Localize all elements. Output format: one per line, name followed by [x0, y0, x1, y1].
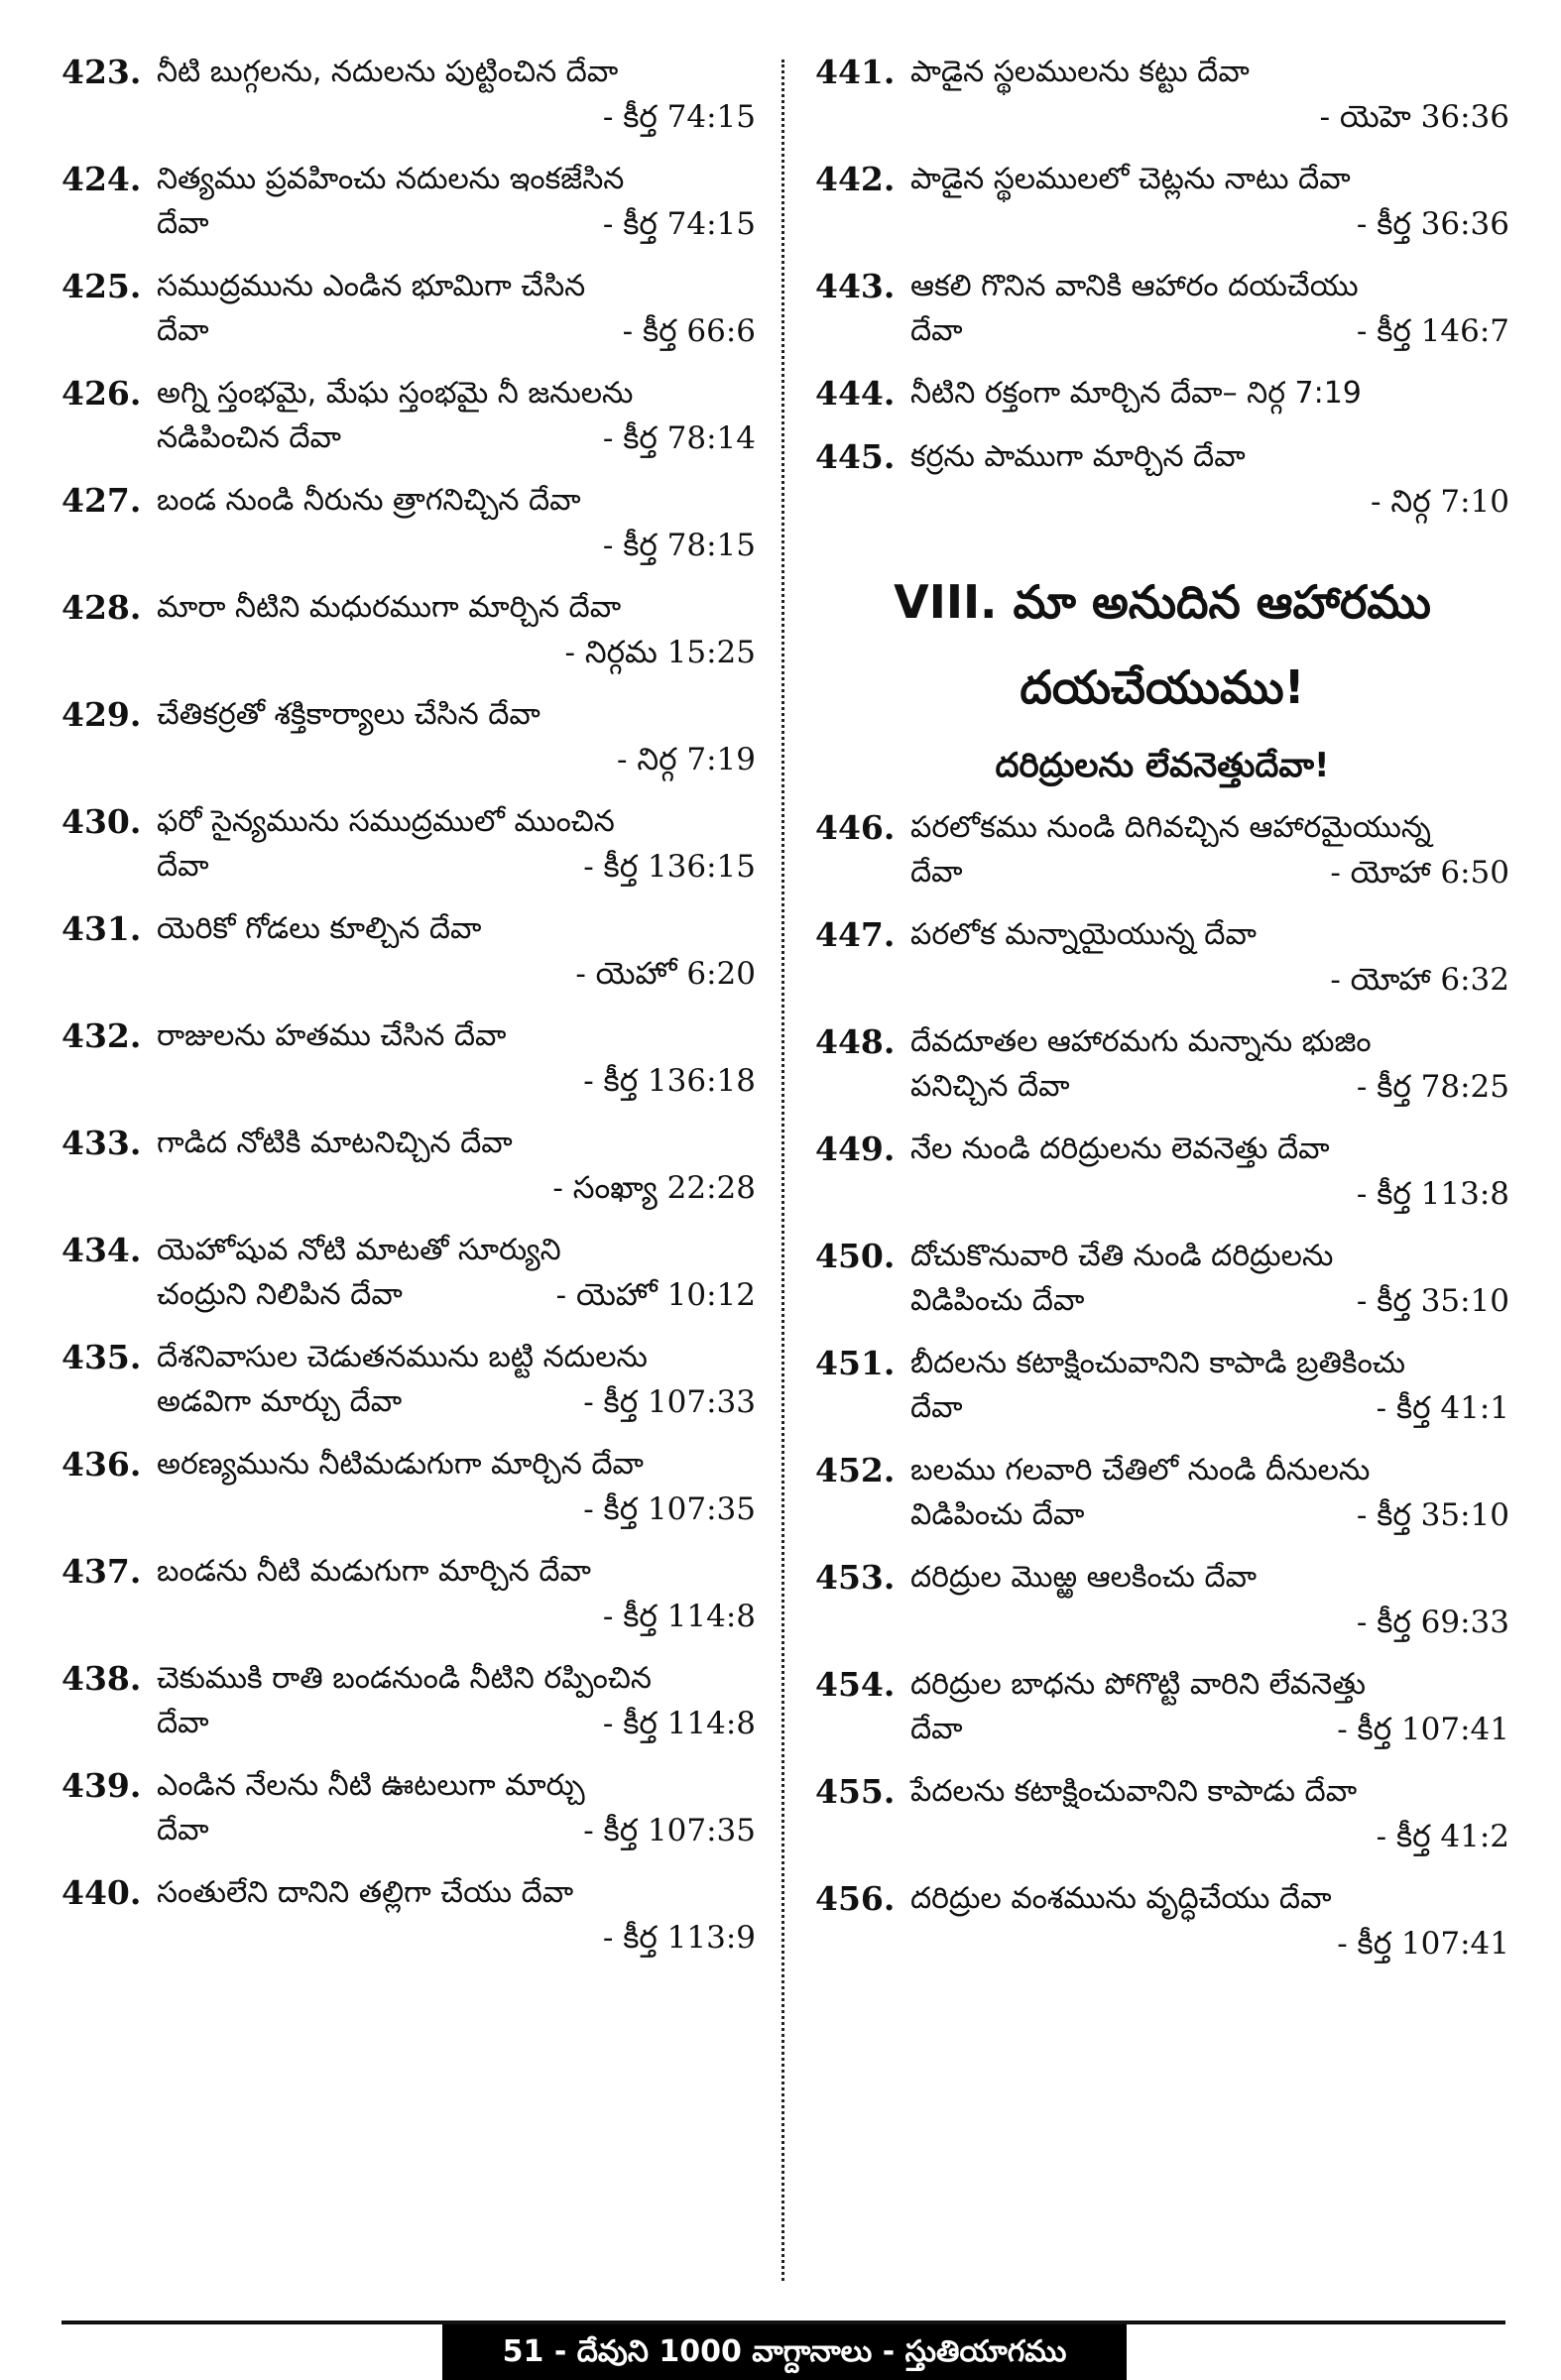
entry-ref-line: [61, 1273, 756, 1317]
entry-number: 455.: [815, 1772, 896, 1811]
verse-entry: [61, 1870, 756, 1960]
entry-line: [815, 264, 1509, 309]
verse-entry: [61, 157, 756, 246]
entry-text: చేతికర్రతో శక్తికార్యాలు చేసిన దేవా: [157, 697, 540, 732]
entry-ref-line: [815, 202, 1509, 246]
verse-entry: [61, 478, 756, 567]
entry-text: చెకుముకి రాతి బండనుండి నీటిని రప్పించిన: [157, 1661, 652, 1696]
verse-entry: [815, 371, 1509, 416]
entry-line: [61, 1549, 756, 1595]
verse-entry: [61, 1228, 756, 1317]
entry-reference: - కీర్త 107:41: [1337, 1712, 1509, 1747]
entry-number: 438.: [61, 1659, 142, 1698]
entry-line: [815, 157, 1509, 202]
verse-entry: [815, 434, 1509, 524]
entry-text: పాడైన స్థలములను కట్టు దేవా: [910, 55, 1250, 89]
entry-text: గాడిద నోటికి మాటనిచ్చిన దేవా: [157, 1126, 513, 1160]
entry-reference: - కీర్త 107:41: [1337, 1926, 1509, 1962]
entry-reference: - నిర్గమ 15:25: [564, 635, 756, 670]
entry-line: [815, 371, 1509, 416]
entry-text: అరణ్యమును నీటిమడుగుగా మార్చిన దేవా: [157, 1447, 644, 1482]
entry-continuation: అడవిగా మార్చు దేవా: [157, 1384, 403, 1419]
entry-number: 428.: [61, 588, 142, 627]
entry-number: 454.: [815, 1665, 896, 1704]
entry-number: 453.: [815, 1558, 896, 1597]
entry-text: బండ నుండి నీరును త్రాగనిచ్చిన దేవా: [157, 483, 581, 518]
entry-text: బీదలను కటాక్షించువానిని కాపాడి బ్రతికించు: [910, 1346, 1405, 1380]
entry-number: 445.: [815, 437, 896, 476]
entry-number: 446.: [815, 808, 896, 847]
entry-reference: - నిర్గ 7:19: [617, 742, 756, 777]
verse-entry: [815, 157, 1509, 246]
entry-ref-line: [815, 1172, 1509, 1216]
entry-reference: - కీర్త 114:8: [602, 1599, 756, 1634]
entry-text: పాడైన స్థలములలో చెట్లను నాటు దేవా: [910, 162, 1351, 196]
entry-line: [815, 1555, 1509, 1601]
entry-line: [61, 371, 756, 416]
entry-number: 441.: [815, 53, 896, 91]
entry-text: బలము గలవారి చేతిలో నుండి దీనులను: [910, 1453, 1371, 1488]
entry-continuation: దేవా: [157, 1706, 209, 1740]
entry-number: 452.: [815, 1451, 896, 1489]
entry-ref-line: [815, 1922, 1509, 1965]
entry-number: 436.: [61, 1445, 142, 1484]
entry-line: [61, 1228, 756, 1273]
entry-text: రాజులను హతము చేసిన దేవా: [157, 1018, 507, 1053]
entry-ref-line: [815, 1279, 1509, 1323]
entry-ref-line: [61, 524, 756, 567]
entry-continuation: విడిపించు దేవా: [910, 1283, 1085, 1318]
entry-number: 456.: [815, 1879, 896, 1918]
entry-ref-line: [61, 416, 756, 460]
verse-entry: [61, 1549, 756, 1638]
entry-continuation: దేవా: [157, 313, 209, 348]
entry-text: దరిద్రుల బాధను పోగొట్టి వారిని లేవనెత్తు: [910, 1667, 1367, 1702]
entry-line: [815, 1662, 1509, 1708]
verse-entry: [815, 1127, 1509, 1216]
entry-line: [61, 692, 756, 738]
verse-entry: [815, 50, 1509, 139]
entry-number: 448.: [815, 1022, 896, 1061]
verse-entry: [61, 799, 756, 889]
right-entries-top: [815, 50, 1509, 524]
right-column: [815, 50, 1509, 1983]
verse-entry: [61, 692, 756, 781]
entry-continuation: దేవా: [910, 313, 963, 348]
entry-reference: - కీర్త 36:36: [1356, 206, 1509, 242]
entry-text: యెరికో గోడలు కూల్చిన దేవా: [157, 911, 482, 946]
verse-entry: [815, 264, 1509, 353]
entry-number: 449.: [815, 1130, 896, 1168]
entry-continuation: నడిపించిన దేవా: [157, 420, 341, 455]
verse-entry: [815, 805, 1509, 894]
entry-ref-line: [815, 1386, 1509, 1430]
entry-line: [815, 434, 1509, 480]
entry-continuation: దేవా: [157, 1813, 209, 1847]
entry-ref-line: [61, 1916, 756, 1960]
entry-reference: - యోహా 6:32: [1330, 962, 1509, 998]
verse-entry: [815, 1662, 1509, 1751]
entry-ref-line: [815, 1601, 1509, 1644]
entry-number: 427.: [61, 481, 142, 520]
entry-reference: - యెహో 10:12: [555, 1277, 756, 1313]
entry-line: [815, 1341, 1509, 1386]
entry-text: నీటి బుగ్గలను, నదులను పుట్టించిన దేవా: [157, 55, 619, 89]
verse-entry: [815, 1876, 1509, 1965]
entry-line: [815, 1769, 1509, 1815]
entry-line: [61, 1121, 756, 1166]
entry-line: [61, 50, 756, 95]
entry-line: [61, 264, 756, 309]
entry-text: ఎండిన నేలను నీటి ఊటలుగా మార్చు: [157, 1768, 585, 1803]
entry-line: [61, 1763, 756, 1809]
verse-entry: [61, 264, 756, 353]
entry-ref-line: [815, 480, 1509, 524]
entry-text: కర్రను పాముగా మార్చిన దేవా: [910, 439, 1246, 474]
entry-text: దేశనివాసుల చెడుతనమును బట్టి నదులను: [157, 1340, 648, 1374]
entry-continuation: దేవా: [157, 849, 209, 884]
entry-text: దరిద్రుల మొఱ్ఱ ఆలకించు దేవా: [910, 1560, 1258, 1595]
entry-reference: - కీర్త 66:6: [622, 313, 756, 349]
entry-reference: - కీర్త 136:18: [583, 1063, 756, 1099]
entry-line: [61, 1870, 756, 1916]
entry-reference: - కీర్త 146:7: [1356, 313, 1509, 349]
entry-text: పరలోక మన్నాయైయున్న దేవా: [910, 917, 1257, 952]
right-entries-bottom: [815, 805, 1509, 1965]
entry-number: 423.: [61, 53, 142, 91]
entry-text: నేల నుండి దరిద్రులను లెవనెత్తు దేవా: [910, 1131, 1330, 1166]
entry-reference: - యెహె 36:36: [1319, 99, 1509, 135]
entry-ref-line: [61, 1380, 756, 1424]
entry-reference: - కీర్త 107:33: [583, 1384, 756, 1420]
entry-text: యెహోషువ నోటి మాటతో సూర్యుని: [157, 1233, 561, 1267]
entry-reference: - సంఖ్యా 22:28: [552, 1170, 756, 1206]
verse-entry: [815, 912, 1509, 1002]
entry-line: [61, 799, 756, 845]
entry-line: [61, 585, 756, 631]
entry-reference: - కీర్త 41:1: [1376, 1390, 1509, 1426]
entry-number: 443.: [815, 267, 896, 305]
entry-ref-line: [815, 1493, 1509, 1537]
verse-entry: [815, 1769, 1509, 1858]
entry-text: బండను నీటి మడుగుగా మార్చిన దేవా: [157, 1554, 591, 1589]
entry-reference: - కీర్త 113:9: [602, 1920, 756, 1956]
entry-text: దేవదూతల ఆహారమగు మన్నాను భుజిం: [910, 1024, 1372, 1059]
entry-text: మారా నీటిని మధురముగా మార్చిన దేవా: [157, 590, 622, 625]
entry-text: ఆకలి గొనిన వానికి ఆహారం దయచేయు: [910, 269, 1359, 303]
entry-number: 451.: [815, 1344, 896, 1382]
entry-reference: - కీర్త 35:10: [1356, 1283, 1509, 1319]
section-title-line2: దయచేయుము!: [1020, 660, 1305, 714]
verse-entry: [61, 1656, 756, 1745]
entry-ref-line: [61, 1809, 756, 1852]
entry-reference: - కీర్త 107:35: [583, 1491, 756, 1527]
entry-ref-line: [61, 1166, 756, 1210]
entry-continuation: విడిపించు దేవా: [910, 1497, 1085, 1532]
entry-number: 447.: [815, 915, 896, 954]
entry-number: 432.: [61, 1016, 142, 1055]
entry-ref-line: [61, 1595, 756, 1638]
entry-number: 424.: [61, 160, 142, 198]
entry-reference: - కీర్త 107:35: [583, 1813, 756, 1848]
entry-number: 444.: [815, 374, 896, 413]
entry-line: [815, 805, 1509, 851]
verse-entry: [61, 1335, 756, 1424]
entry-continuation: దేవా: [157, 206, 209, 241]
entry-reference: - కీర్త 69:33: [1356, 1605, 1509, 1640]
entry-ref-line: [815, 851, 1509, 894]
entry-continuation: పనిచ్చిన దేవా: [910, 1069, 1070, 1104]
entry-ref-line: [61, 309, 756, 353]
entry-reference: - కీర్త 41:2: [1376, 1819, 1509, 1854]
section-subtitle: దరిద్రులను లేవనెత్తుదేవా!: [995, 746, 1330, 785]
entry-line: [815, 1127, 1509, 1172]
entry-text: నిత్యము ప్రవహించు నదులను ఇంకజేసిన: [157, 162, 625, 196]
entry-ref-line: [61, 1059, 756, 1103]
entry-line: [815, 1234, 1509, 1279]
entry-ref-line: [61, 95, 756, 139]
entry-line: [61, 157, 756, 202]
entry-reference: - కీర్త 136:15: [583, 849, 756, 885]
entry-ref-line: [61, 1702, 756, 1745]
verse-entry: [815, 1555, 1509, 1644]
verse-entry: [815, 1019, 1509, 1109]
entry-ref-line: [815, 95, 1509, 139]
entry-reference: - కీర్త 74:15: [602, 99, 756, 135]
entry-number: 437.: [61, 1552, 142, 1591]
entry-ref-line: [815, 1815, 1509, 1858]
entry-text: ఫరో సైన్యమును సముద్రములో ముంచిన: [157, 804, 615, 839]
entry-reference: - కీర్త 74:15: [602, 206, 756, 242]
entry-reference: - యోహా 6:50: [1330, 855, 1509, 891]
entry-number: 442.: [815, 160, 896, 198]
entry-number: 434.: [61, 1231, 142, 1269]
entry-line: [61, 478, 756, 524]
entry-ref-line: [815, 958, 1509, 1002]
entry-line: [815, 912, 1509, 958]
entry-reference: - కీర్త 113:8: [1356, 1176, 1509, 1212]
entry-reference: - కీర్త 35:10: [1356, 1497, 1509, 1533]
entry-number: 433.: [61, 1124, 142, 1162]
entry-text: పేదలను కటాక్షించువానిని కాపాడు దేవా: [910, 1774, 1358, 1809]
entry-number: 430.: [61, 802, 142, 841]
entry-line: [815, 1876, 1509, 1922]
entry-line: [61, 1013, 756, 1059]
section-title-line1: VIII. మా అనుదిన ఆహారము: [894, 575, 1431, 629]
entry-number: 431.: [61, 909, 142, 948]
entry-ref-line: [61, 952, 756, 996]
entry-number: 426.: [61, 374, 142, 413]
entry-reference: - నిర్గ 7:10: [1371, 484, 1509, 520]
page-footer: 51 - దేవుని 1000 వాగ్దానాలు - స్తుతియాగము: [442, 2324, 1127, 2380]
verse-entry: [61, 1442, 756, 1531]
verse-entry: [815, 1341, 1509, 1430]
verse-entry: [61, 1013, 756, 1103]
verse-entry: [61, 906, 756, 996]
entry-line: [61, 1656, 756, 1702]
verse-entry: [61, 371, 756, 460]
entry-text: దోచుకొనువారి చేతి నుండి దరిద్రులను: [910, 1239, 1334, 1273]
entry-number: 435.: [61, 1338, 142, 1376]
entry-reference: - యెహో 6:20: [575, 956, 756, 992]
verse-entry: [815, 1448, 1509, 1537]
entry-ref-line: [61, 738, 756, 781]
entry-text: సంతులేని దానిని తల్లిగా చేయు దేవా: [157, 1875, 574, 1910]
entry-number: 450.: [815, 1237, 896, 1275]
entry-reference: - కీర్త 78:14: [602, 420, 756, 456]
verse-entry: [61, 585, 756, 674]
entry-number: 425.: [61, 267, 142, 305]
entry-text: నీటిని రక్తంగా మార్చిన దేవా– నిర్గ 7:19: [910, 376, 1362, 411]
entry-line: [61, 1335, 756, 1380]
entry-number: 439.: [61, 1766, 142, 1805]
entry-continuation: దేవా: [910, 855, 963, 890]
entry-line: [815, 1019, 1509, 1065]
entry-text: సముద్రమును ఎండిన భూమిగా చేసిన: [157, 269, 586, 303]
entry-line: [815, 1448, 1509, 1493]
entry-ref-line: [61, 202, 756, 246]
verse-entry: [61, 1121, 756, 1210]
entry-ref-line: [61, 631, 756, 674]
entry-text: దరిద్రుల వంశమును వృద్ధిచేయు దేవా: [910, 1881, 1332, 1916]
entry-line: [61, 906, 756, 952]
entry-line: [815, 50, 1509, 95]
entry-continuation: చంద్రుని నిలిపిన దేవా: [157, 1277, 403, 1312]
entry-ref-line: [815, 1065, 1509, 1109]
entry-number: 440.: [61, 1873, 142, 1912]
entry-number: 429.: [61, 695, 142, 734]
verse-entry: [61, 1763, 756, 1852]
entry-line: [61, 1442, 756, 1488]
entry-text: అగ్ని స్తంభమై, మేఘ స్తంభమై నీ జనులను: [157, 376, 634, 411]
entry-reference: - కీర్త 78:15: [602, 528, 756, 563]
entry-ref-line: [815, 309, 1509, 353]
entry-reference: - కీర్త 78:25: [1356, 1069, 1509, 1105]
entry-ref-line: [61, 845, 756, 889]
entry-ref-line: [61, 1488, 756, 1531]
column-divider: [781, 60, 784, 2281]
verse-entry: [61, 50, 756, 139]
entry-continuation: దేవా: [910, 1390, 963, 1425]
left-column: [61, 50, 756, 1977]
entry-text: పరలోకము నుండి దిగివచ్చిన ఆహారమైయున్న: [910, 810, 1431, 845]
verse-entry: [815, 1234, 1509, 1323]
entry-continuation: దేవా: [910, 1712, 963, 1746]
entry-ref-line: [815, 1708, 1509, 1751]
section-heading: [815, 559, 1509, 795]
entry-reference: - కీర్త 114:8: [602, 1706, 756, 1741]
